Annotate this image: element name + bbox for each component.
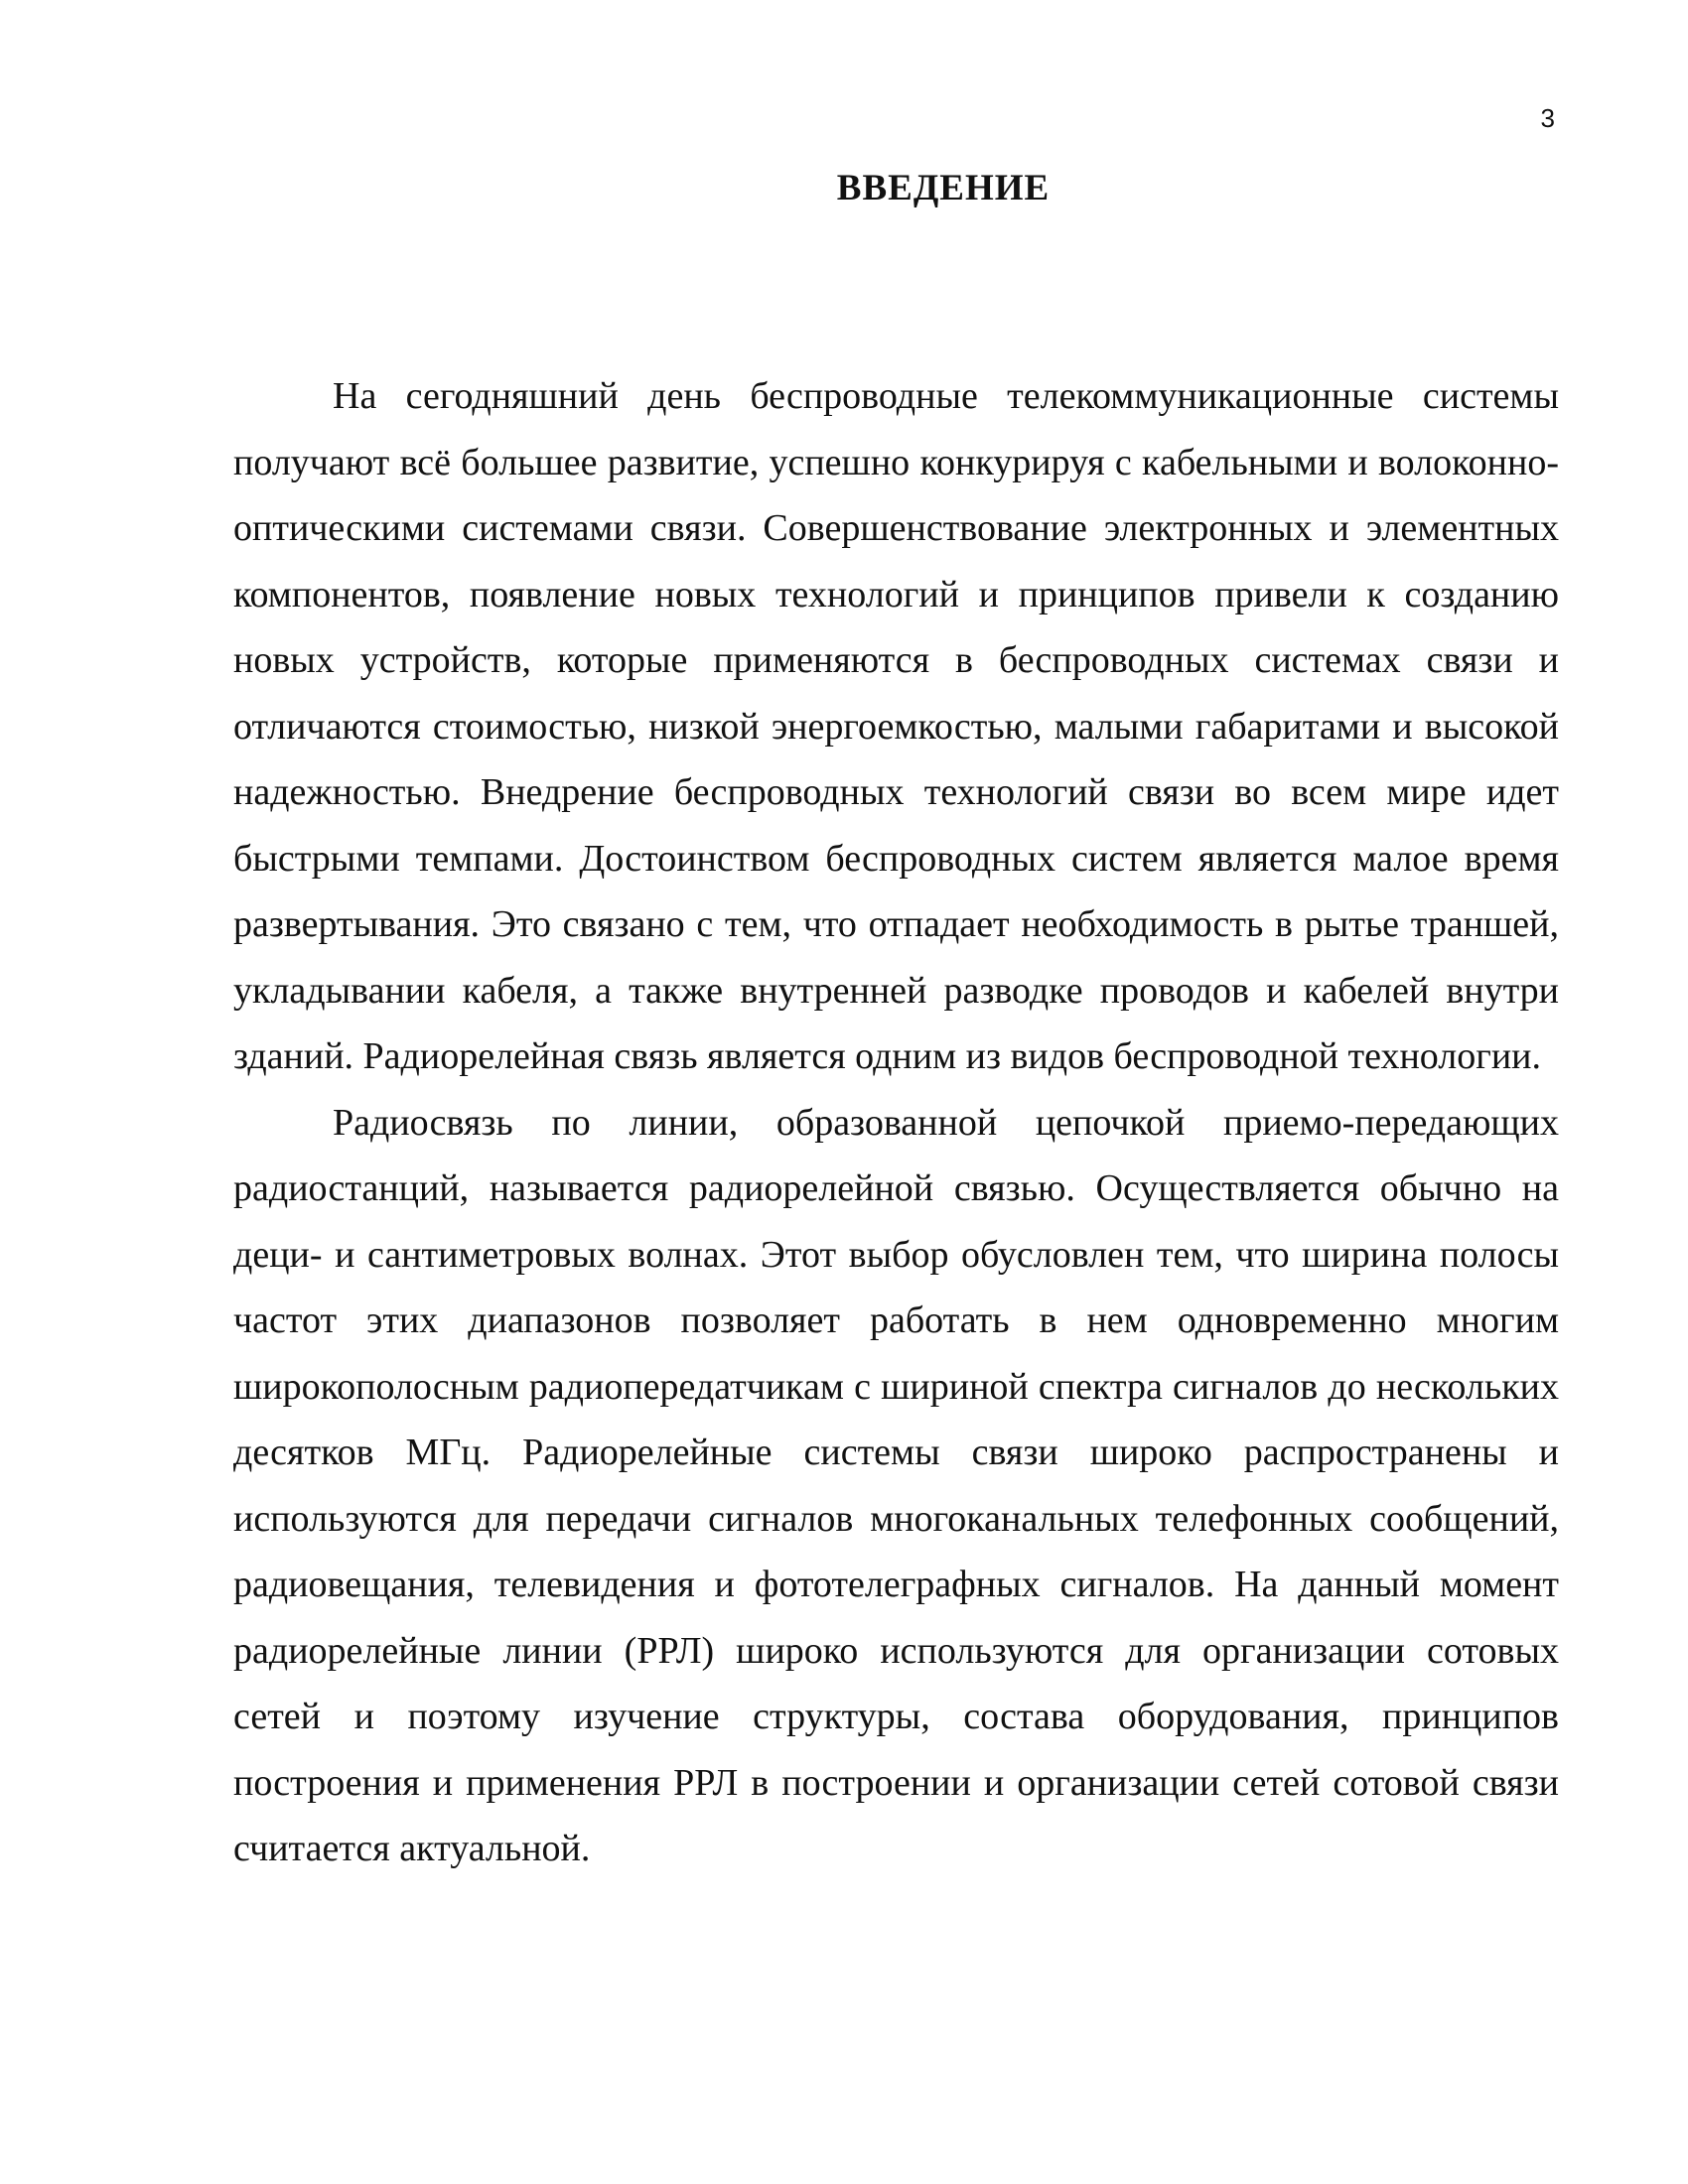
page-number: 3 <box>1540 103 1555 133</box>
body-text <box>233 363 1559 1882</box>
paragraph-1: На сегодняшний день беспроводные телекоммуникационные системы получают всё большее развитие, успешно конкурируя с кабельными и волоконно-оптическими системами связи. Совершенствование электронных и элементных компонентов, появление новых технологий и принципов привели к созданию новых устройств, которые применяются в беспроводных системах связи и отличаются стоимостью, низкой энергоемкостью, малыми габаритами и высокой надежностью. Внедрение беспроводных технологий связи во всем мире идет быстрыми темпами. Достоинством беспроводных систем является малое время развертывания. Это связано с тем, что отпадает необходимость в рытье траншей, укладывании кабеля, а также внутренней разводке проводов и кабелей внутри зданий. Радиорелейная связь является одним из видов беспроводной технологии. <box>233 375 1559 1077</box>
section-heading: ВВЕДЕНИЕ <box>836 168 1051 208</box>
paragraph-2: Радиосвязь по линии, образованной цепочкой приемо-передающих радиостанций, называется радиорелейной связью. Осуществляется обычно на деци- и сантиметровых волнах. Этот выбор обусловлен тем, что ширина полосы частот этих диапазонов позволяет работать в нем одновременно многим широкополосным радиопередатчикам с шириной спектра сигналов до нескольких десятков МГц. Радиорелейные системы связи широко распространены и используются для передачи сигналов многоканальных телефонных сообщений, радиовещания, телевидения и фототелеграфных сигналов. На данный момент радиорелейные линии (РРЛ) широко используются для организации сотовых сетей и поэтому изучение структуры, состава оборудования, принципов построения и применения РРЛ в построении и организации сетей сотовой связи считается актуальной. <box>233 1101 1559 1869</box>
